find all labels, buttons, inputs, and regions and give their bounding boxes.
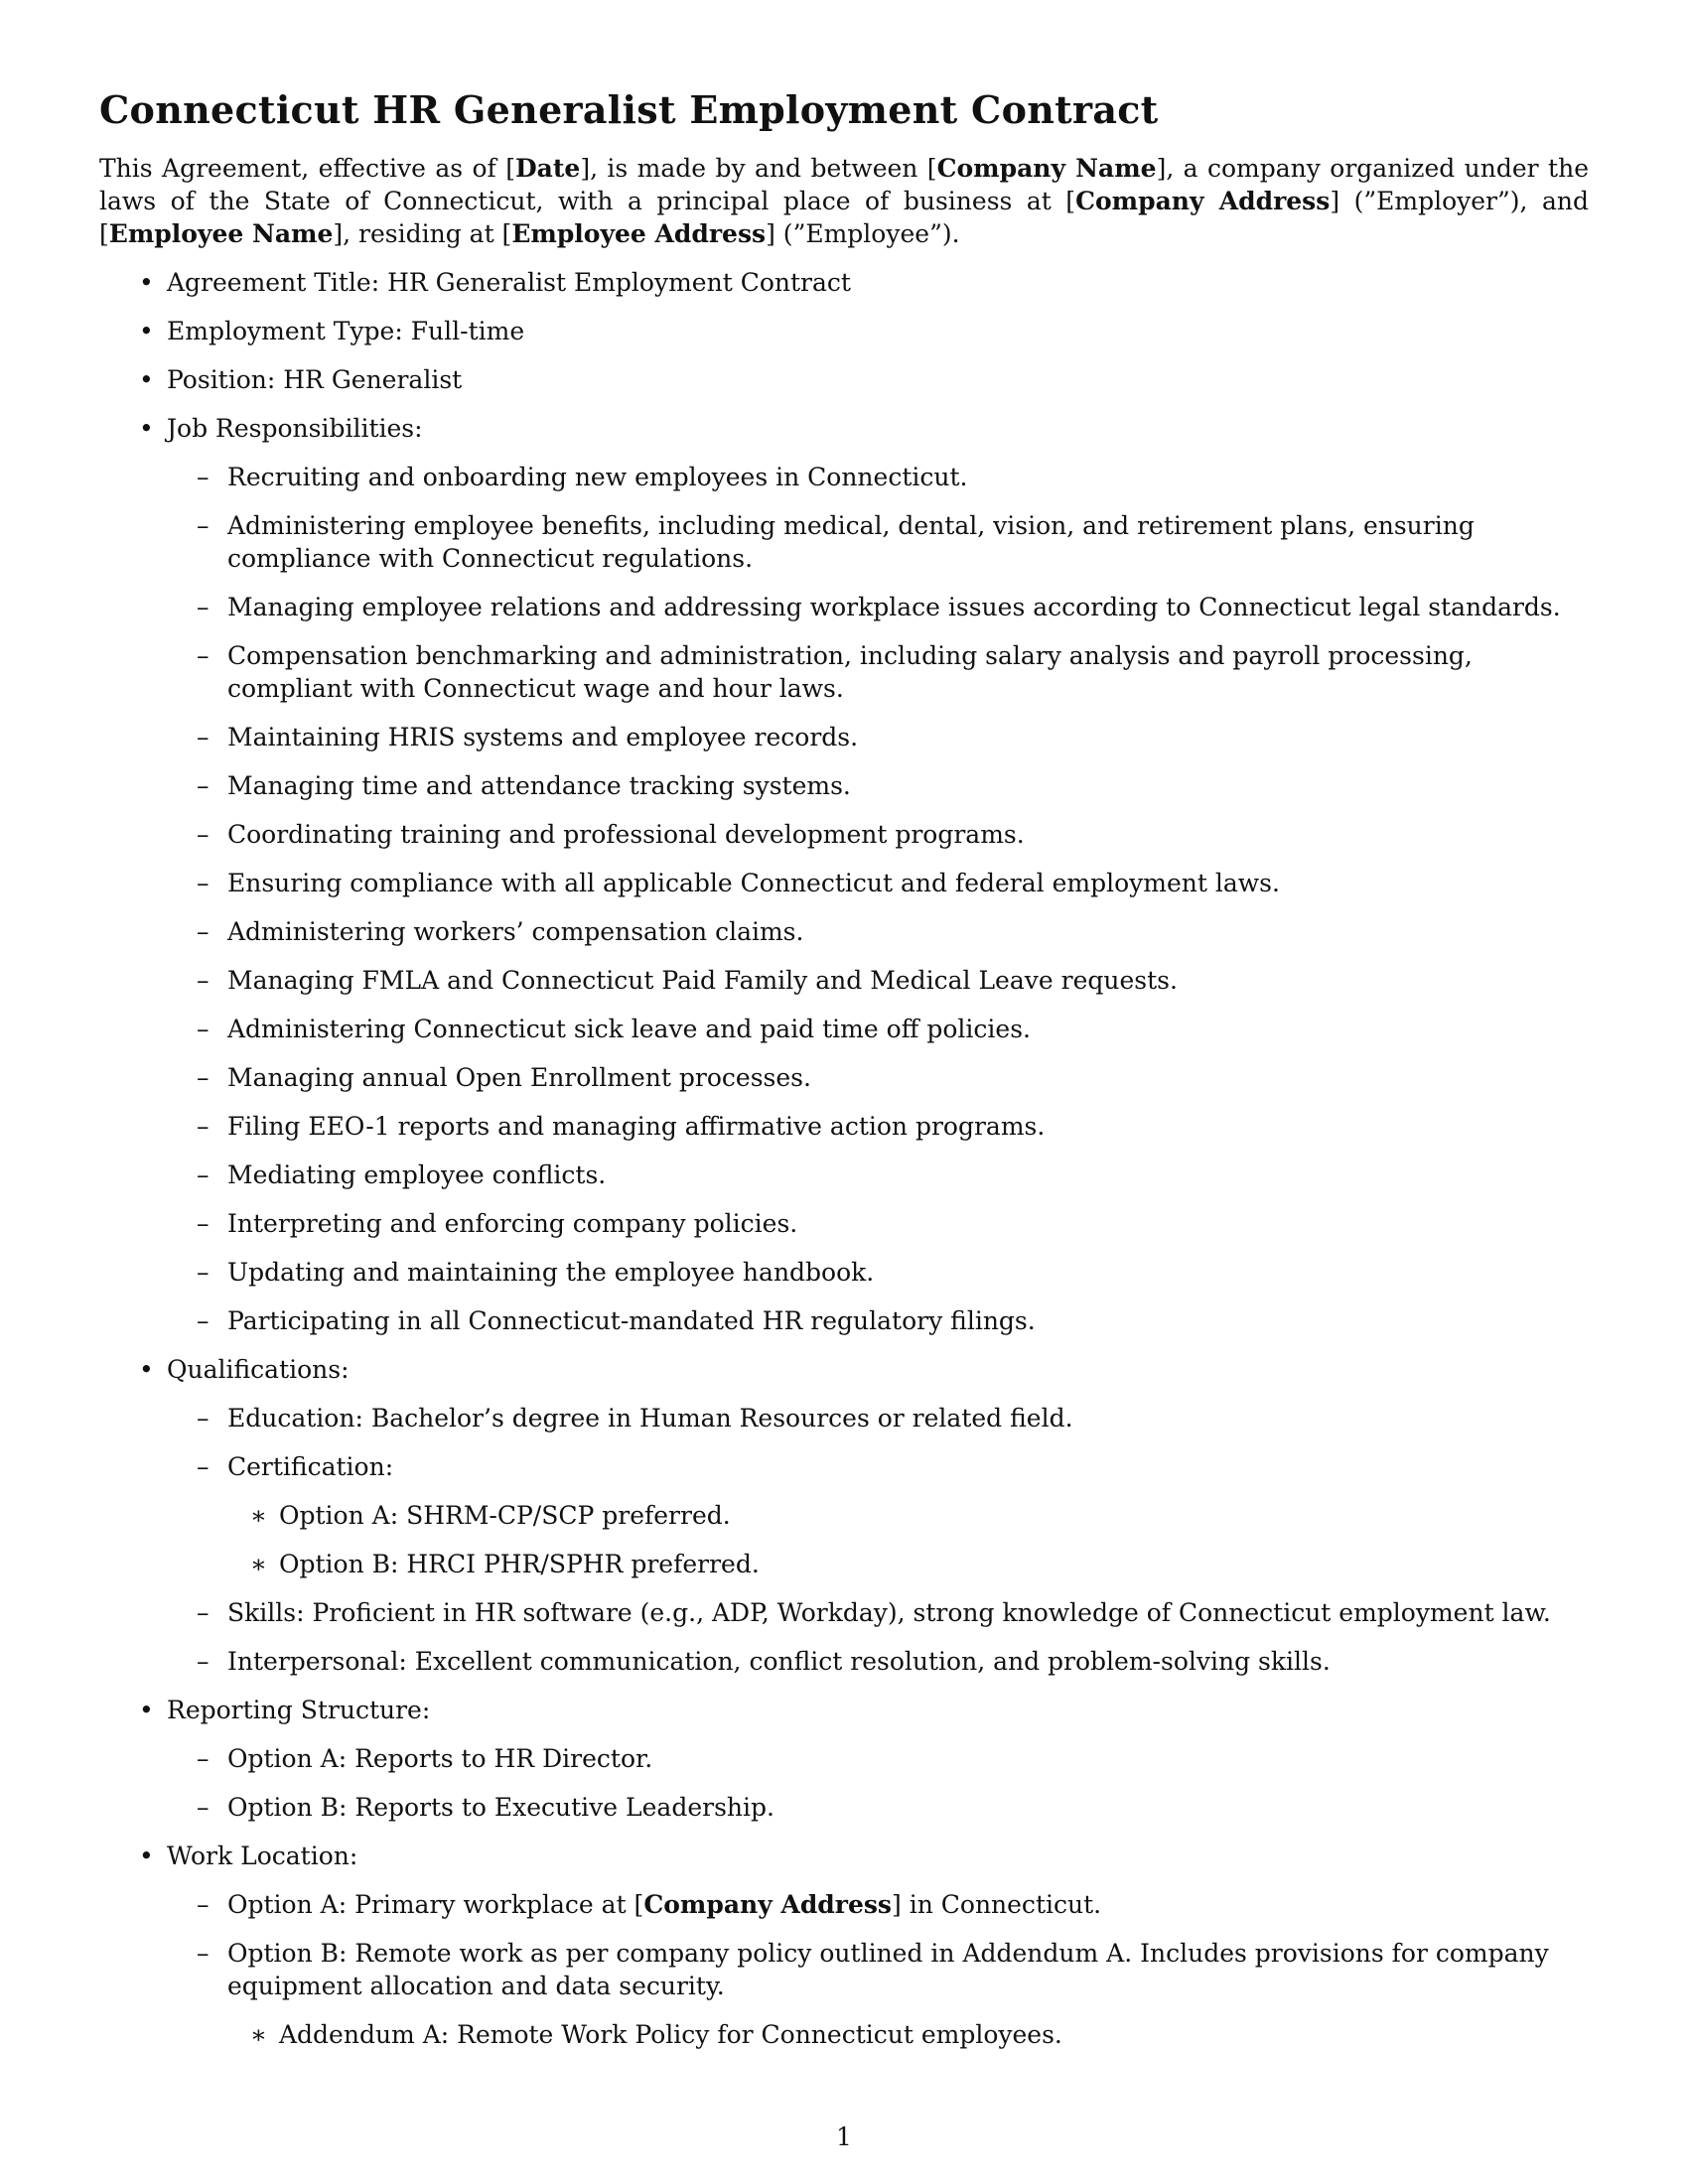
dash-marker: –	[197, 1939, 210, 1968]
list-item-certification-option-b	[99, 1548, 1589, 1580]
item-text: Administering Connecticut sick leave and paid time off policies.	[227, 1015, 1031, 1043]
list-item-responsibility	[99, 769, 1589, 802]
dash-marker: –	[197, 1306, 210, 1335]
employee-address-placeholder: Employee Address	[511, 219, 767, 248]
item-text: Option A: Primary workplace at [	[227, 1890, 644, 1919]
item-text: Option B: Reports to Executive Leadership.	[227, 1793, 774, 1822]
bullet-marker: •	[139, 1355, 154, 1384]
item-text: Job Responsibilities:	[167, 414, 423, 443]
list-item-position	[99, 363, 1589, 396]
list-item-reporting-structure	[99, 1694, 1589, 1824]
item-text: Compensation benchmarking and administration, including salary analysis and payroll processing, compliant with Connecticut wage and hour laws.	[227, 641, 1473, 703]
list-item-responsibility	[99, 639, 1589, 705]
document-page	[99, 87, 1589, 2051]
dash-marker: –	[197, 1063, 210, 1092]
list-item-responsibility	[99, 1110, 1589, 1143]
dash-marker: –	[197, 1258, 210, 1287]
bullet-marker: •	[139, 268, 154, 297]
list-item-responsibility	[99, 1159, 1589, 1191]
star-marker: ∗	[250, 1550, 267, 1578]
item-text: Option B: Remote work as per company policy outlined in Addendum A. Includes provisions for company equipment allocation and data security.	[227, 1939, 1549, 2000]
item-text: Ensuring compliance with all applicable Connecticut and federal employment laws.	[227, 869, 1280, 897]
item-text: Skills: Proficient in HR software (e.g., ADP, Workday), strong knowledge of Connecticut employment law.	[227, 1598, 1551, 1627]
list-item-agreement-title	[99, 266, 1589, 299]
item-text: Agreement Title: HR Generalist Employment Contract	[167, 268, 851, 297]
item-text: Filing EEO-1 reports and managing affirmative action programs.	[227, 1112, 1046, 1141]
item-text: Recruiting and onboarding new employees in Connecticut.	[227, 463, 968, 491]
item-text: Participating in all Connecticut-mandated HR regulatory filings.	[227, 1306, 1036, 1335]
item-text: Managing time and attendance tracking systems.	[227, 771, 851, 800]
dash-marker: –	[197, 1598, 210, 1627]
contract-terms-list	[99, 266, 1589, 2051]
work-location-options-list	[167, 1888, 1589, 2051]
dash-marker: –	[197, 1647, 210, 1676]
item-text: Mediating employee conflicts.	[227, 1160, 607, 1189]
intro-text: ], residing at [	[333, 219, 512, 248]
list-item-work-location-option-b	[99, 1937, 1589, 2051]
list-item-employment-type	[99, 315, 1589, 347]
item-text: Employment Type: Full-time	[167, 317, 525, 345]
list-item-responsibility	[99, 591, 1589, 623]
list-item-work-location	[99, 1840, 1589, 2051]
list-item-certification	[99, 1450, 1589, 1580]
item-text: Option A: SHRM-CP/SCP preferred.	[279, 1501, 731, 1530]
dash-marker: –	[197, 593, 210, 621]
item-text: Work Location:	[167, 1842, 358, 1870]
document-title: Connecticut HR Generalist Employment Contract	[99, 87, 1159, 132]
item-text: Managing FMLA and Connecticut Paid Family and Medical Leave requests.	[227, 966, 1178, 995]
dash-marker: –	[197, 1890, 210, 1919]
bullet-marker: •	[139, 1842, 154, 1870]
qualifications-list	[167, 1402, 1589, 1678]
bullet-marker: •	[139, 365, 154, 394]
star-marker: ∗	[250, 1501, 267, 1530]
item-text: Reporting Structure:	[167, 1696, 431, 1724]
item-text: Certification:	[227, 1452, 394, 1481]
item-text: Interpersonal: Excellent communication, conflict resolution, and problem-solving skills.	[227, 1647, 1331, 1676]
dash-marker: –	[197, 1793, 210, 1822]
item-text: Qualifications:	[167, 1355, 350, 1384]
dash-marker: –	[197, 869, 210, 897]
list-item-job-responsibilities	[99, 412, 1589, 1337]
intro-text: ] (”Employer”), and [	[99, 187, 1590, 248]
dash-marker: –	[197, 1452, 210, 1481]
intro-text: This Agreement, effective as of [	[99, 154, 515, 183]
list-item-work-location-option-a	[99, 1888, 1589, 1921]
item-text: ] in Connecticut.	[892, 1890, 1102, 1919]
page-number: 1	[836, 2122, 852, 2151]
intro-text: ], a company organized under the laws of the State of Connecticut, with a principal place of business at [	[99, 154, 1589, 215]
dash-marker: –	[197, 1160, 210, 1189]
dash-marker: –	[197, 1015, 210, 1043]
list-item-responsibility	[99, 1256, 1589, 1289]
item-text: Education: Bachelor’s degree in Human Resources or related field.	[227, 1404, 1073, 1433]
date-placeholder: Date	[514, 154, 581, 183]
addendum-list	[227, 2018, 1589, 2051]
intro-paragraph	[99, 152, 1589, 250]
bullet-marker: •	[139, 1696, 154, 1724]
dash-marker: –	[197, 820, 210, 849]
list-item-responsibility	[99, 461, 1589, 493]
list-item-interpersonal	[99, 1645, 1589, 1678]
responsibilities-list	[167, 461, 1589, 1337]
item-text: Managing annual Open Enrollment processes.	[227, 1063, 811, 1092]
list-item-addendum-a	[99, 2018, 1589, 2051]
list-item-responsibility	[99, 867, 1589, 899]
item-text: Maintaining HRIS systems and employee records.	[227, 723, 859, 751]
item-text: Option B: HRCI PHR/SPHR preferred.	[279, 1550, 760, 1578]
employee-name-placeholder: Employee Name	[108, 219, 334, 248]
item-text: Updating and maintaining the employee handbook.	[227, 1258, 875, 1287]
certification-options-list	[227, 1499, 1589, 1580]
star-marker: ∗	[250, 2020, 267, 2049]
item-text: Coordinating training and professional development programs.	[227, 820, 1025, 849]
list-item-reporting-option-a	[99, 1742, 1589, 1775]
dash-marker: –	[197, 1112, 210, 1141]
item-text: Administering employee benefits, including medical, dental, vision, and retirement plans, ensuring compliance with Connecticut regulations.	[227, 511, 1475, 573]
list-item-responsibility	[99, 818, 1589, 851]
dash-marker: –	[197, 1404, 210, 1433]
dash-marker: –	[197, 917, 210, 946]
bullet-marker: •	[139, 317, 154, 345]
list-item-education	[99, 1402, 1589, 1434]
item-text: Administering workers’ compensation claims.	[227, 917, 804, 946]
company-name-placeholder: Company Name	[936, 154, 1157, 183]
reporting-options-list	[167, 1742, 1589, 1824]
item-text: Addendum A: Remote Work Policy for Connecticut employees.	[279, 2020, 1062, 2049]
list-item-qualifications	[99, 1353, 1589, 1678]
dash-marker: –	[197, 641, 210, 670]
list-item-responsibility	[99, 1304, 1589, 1337]
list-item-skills	[99, 1596, 1589, 1629]
intro-text: ], is made by and between [	[580, 154, 937, 183]
list-item-responsibility	[99, 1061, 1589, 1094]
list-item-reporting-option-b	[99, 1791, 1589, 1824]
item-text: Interpreting and enforcing company policies.	[227, 1209, 798, 1238]
list-item-responsibility	[99, 915, 1589, 948]
list-item-responsibility	[99, 964, 1589, 997]
item-text: Option A: Reports to HR Director.	[227, 1744, 653, 1773]
company-address-placeholder: Company Address	[1075, 187, 1331, 215]
dash-marker: –	[197, 1209, 210, 1238]
dash-marker: –	[197, 463, 210, 491]
dash-marker: –	[197, 771, 210, 800]
dash-marker: –	[197, 1744, 210, 1773]
bullet-marker: •	[139, 414, 154, 443]
list-item-responsibility	[99, 721, 1589, 753]
dash-marker: –	[197, 511, 210, 540]
dash-marker: –	[197, 723, 210, 751]
intro-text: ] (”Employee”).	[766, 219, 960, 248]
list-item-responsibility	[99, 1013, 1589, 1045]
list-item-certification-option-a	[99, 1499, 1589, 1532]
dash-marker: –	[197, 966, 210, 995]
list-item-responsibility	[99, 509, 1589, 575]
item-text: Position: HR Generalist	[167, 365, 463, 394]
item-text: Managing employee relations and addressing workplace issues according to Connecticut legal standards.	[227, 593, 1561, 621]
list-item-responsibility	[99, 1207, 1589, 1240]
company-address-placeholder: Company Address	[643, 1890, 893, 1919]
